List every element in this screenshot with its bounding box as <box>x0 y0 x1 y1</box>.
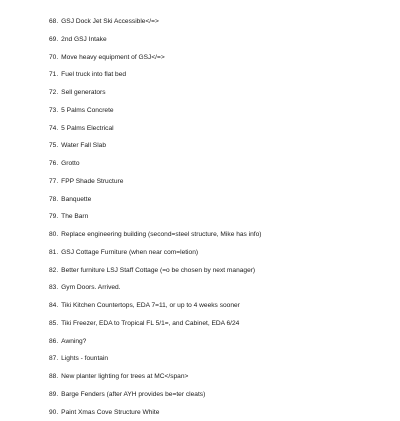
item-number: 78. <box>49 191 58 209</box>
item-text: Awning? <box>61 338 86 345</box>
list-item <box>49 13 396 31</box>
item-number: 68. <box>49 13 58 31</box>
item-text: Banquette <box>61 196 91 203</box>
list-item <box>49 155 396 173</box>
item-text: Grotto <box>61 160 79 167</box>
item-text: New planter lighting for trees at MC</span> <box>61 373 188 380</box>
list-item <box>49 49 396 67</box>
item-number: 81. <box>49 244 58 262</box>
item-text: Tiki Kitchen Countertops, EDA 7=11, or up to 4 weeks sooner <box>61 302 240 309</box>
list-item <box>49 368 396 386</box>
item-number: 79. <box>49 208 58 226</box>
item-text: Tiki Freezer, EDA to Tropical FL 5/1=, and Cabinet, EDA 6/24 <box>61 320 239 327</box>
item-number: 74. <box>49 120 58 138</box>
item-text: FPP Shade Structure <box>61 178 123 185</box>
list-item <box>49 297 396 315</box>
item-number: 87. <box>49 350 58 368</box>
list-item <box>49 66 396 84</box>
item-text: Move heavy equipment of GSJ</=> <box>61 54 165 61</box>
item-number: 90. <box>49 404 58 421</box>
item-number: 76. <box>49 155 58 173</box>
item-number: 89. <box>49 386 58 404</box>
item-text: GSJ Dock Jet Ski Accessible</=> <box>61 18 159 25</box>
item-number: 80. <box>49 226 58 244</box>
list-item <box>49 173 396 191</box>
list-item <box>49 84 396 102</box>
task-list <box>49 13 396 421</box>
item-text: 2nd GSJ Intake <box>61 36 106 43</box>
item-text: 5 Palms Electrical <box>61 125 113 132</box>
item-number: 82. <box>49 262 58 280</box>
list-item <box>49 226 396 244</box>
item-number: 72. <box>49 84 58 102</box>
list-item <box>49 386 396 404</box>
item-number: 69. <box>49 31 58 49</box>
item-text: Fuel truck into flat bed <box>61 71 126 78</box>
item-number: 70. <box>49 49 58 67</box>
list-item <box>49 120 396 138</box>
item-number: 73. <box>49 102 58 120</box>
list-item <box>49 262 396 280</box>
item-text: Lights - fountain <box>61 355 108 362</box>
item-text: Gym Doors. Arrived. <box>61 284 120 291</box>
list-item <box>49 244 396 262</box>
list-item <box>49 137 396 155</box>
item-number: 86. <box>49 333 58 351</box>
list-item <box>49 404 396 421</box>
item-number: 84. <box>49 297 58 315</box>
item-text: The Barn <box>61 213 88 220</box>
item-text: Water Fall Slab <box>61 142 106 149</box>
list-item <box>49 350 396 368</box>
item-text: Sell generators <box>61 89 105 96</box>
item-number: 88. <box>49 368 58 386</box>
item-text: Replace engineering building (second=steel structure, Mike has info) <box>61 231 261 238</box>
item-text: Paint Xmas Cove Structure White <box>61 409 159 416</box>
list-item <box>49 208 396 226</box>
item-number: 85. <box>49 315 58 333</box>
list-item <box>49 31 396 49</box>
list-item <box>49 102 396 120</box>
item-text: Barge Fenders (after AYH provides be=ter cleats) <box>61 391 205 398</box>
item-text: Better furniture LSJ Staff Cottage (=o be chosen by next manager) <box>61 267 255 274</box>
item-number: 83. <box>49 279 58 297</box>
item-number: 71. <box>49 66 58 84</box>
list-item <box>49 279 396 297</box>
item-number: 77. <box>49 173 58 191</box>
item-text: 5 Palms Concrete <box>61 107 113 114</box>
list-item <box>49 191 396 209</box>
item-number: 75. <box>49 137 58 155</box>
list-item <box>49 333 396 351</box>
item-text: GSJ Cottage Furniture (when near com=letion) <box>61 249 198 256</box>
list-item <box>49 315 396 333</box>
